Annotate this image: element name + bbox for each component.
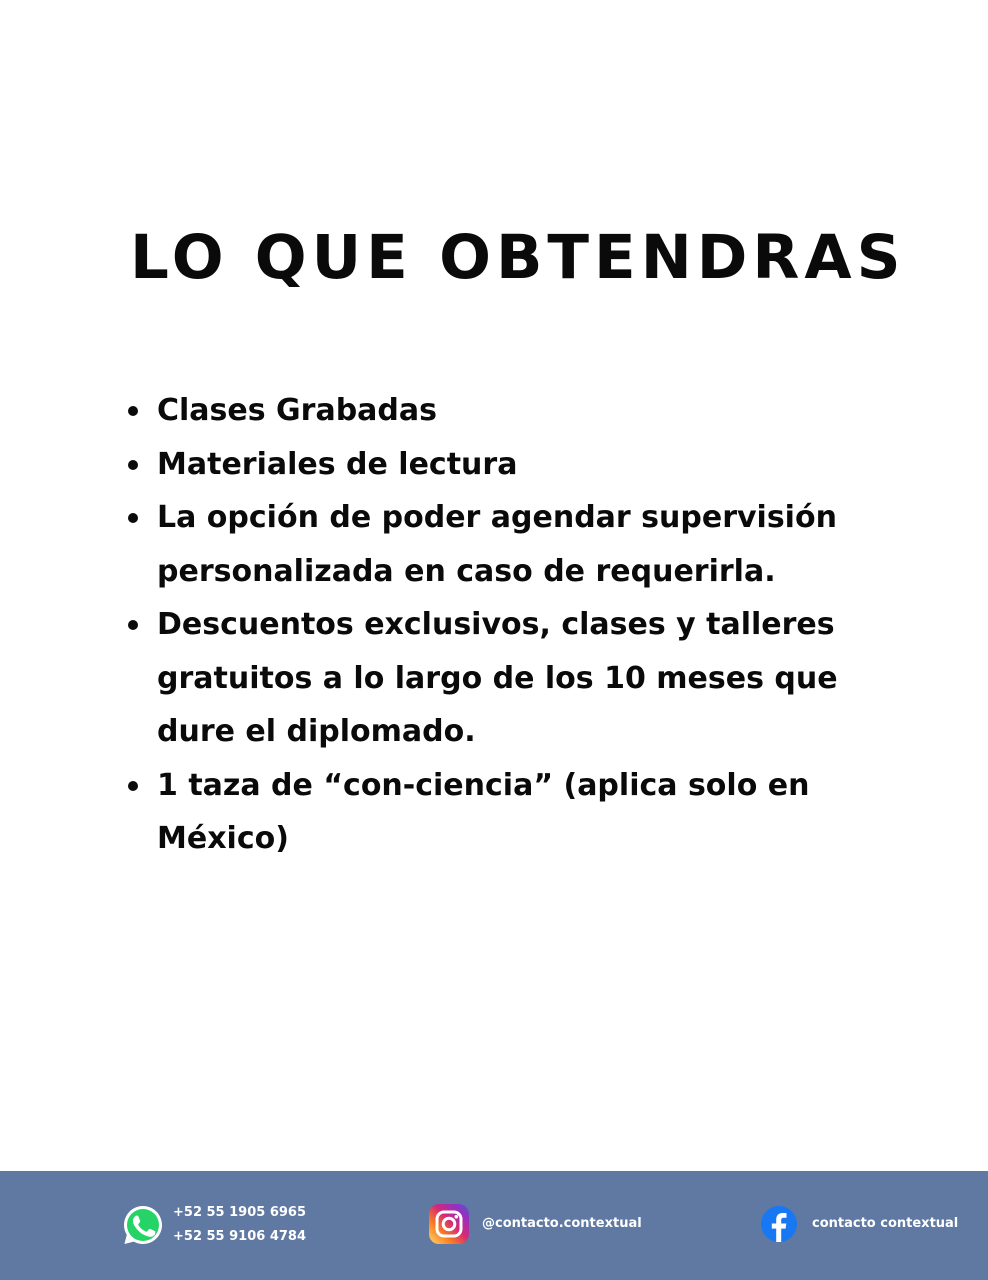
bullet-point <box>128 406 138 416</box>
benefit-item <box>157 598 857 759</box>
bullet-point <box>128 460 138 470</box>
facebook-icon <box>760 1205 798 1243</box>
bullet-point <box>128 781 138 791</box>
benefit-item <box>157 438 857 492</box>
benefit-text: Materiales de lectura <box>157 446 518 482</box>
facebook-handle[interactable]: contacto contextual <box>812 1216 959 1231</box>
phone-number[interactable]: +52 55 1905 6965 <box>173 1205 307 1220</box>
page-title: LO QUE OBTENDRAS <box>130 222 906 293</box>
instagram-contact[interactable] <box>428 1203 642 1245</box>
instagram-icon <box>428 1203 470 1245</box>
phone-number[interactable]: +52 55 9106 4784 <box>173 1229 307 1244</box>
benefit-item <box>157 384 857 438</box>
benefits-list <box>157 384 857 866</box>
bullet-point <box>128 620 138 630</box>
benefit-item <box>157 491 857 598</box>
benefit-item <box>157 759 857 866</box>
instagram-handle[interactable]: @contacto.contextual <box>482 1216 642 1231</box>
whatsapp-icon <box>121 1203 165 1247</box>
whatsapp-contact[interactable] <box>121 1201 306 1249</box>
bullet-point <box>128 513 138 523</box>
facebook-contact[interactable] <box>760 1205 958 1243</box>
benefit-text: 1 taza de “con-ciencia” (aplica solo en México) <box>157 767 810 856</box>
benefit-text: La opción de poder agendar supervisión personalizada en caso de requerirla. <box>157 500 837 589</box>
whatsapp-phones <box>173 1201 306 1249</box>
benefit-text: Descuentos exclusivos, clases y talleres gratuitos a lo largo de los 10 meses que dure el diplomado. <box>157 607 838 749</box>
contact-footer <box>0 1171 988 1280</box>
benefit-text: Clases Grabadas <box>157 393 438 428</box>
